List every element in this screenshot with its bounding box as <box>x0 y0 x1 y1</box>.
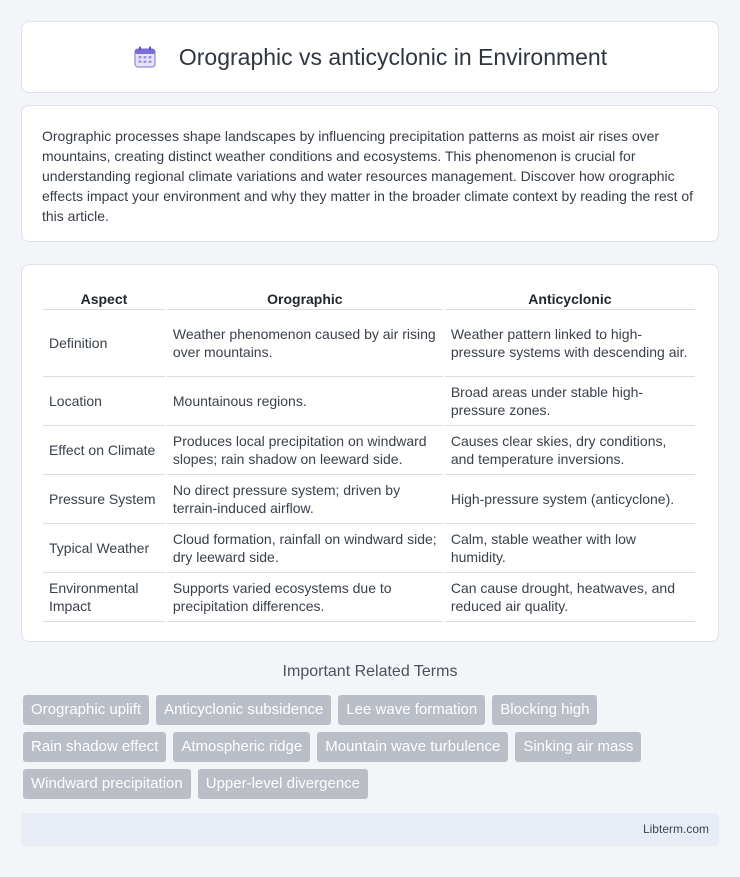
footer <box>21 813 719 846</box>
comparison-table <box>41 285 697 622</box>
related-term-tag[interactable]: Rain shadow effect <box>23 732 166 762</box>
cell-orographic: Weather phenomenon caused by air rising over mountains. <box>167 310 443 377</box>
cell-orographic: Produces local precipitation on windward slopes; rain shadow on leeward side. <box>167 426 443 475</box>
related-term-tag[interactable]: Lee wave formation <box>338 695 485 725</box>
header-anticyclonic: Anticyclonic <box>445 285 695 310</box>
title-card <box>21 21 719 93</box>
table-row <box>43 426 695 475</box>
related-terms-list <box>23 695 723 806</box>
cell-anticyclonic: Weather pattern linked to high-pressure systems with descending air. <box>445 310 695 377</box>
footer-brand-link[interactable]: Libterm.com <box>642 822 709 836</box>
page-title: Orographic vs anticyclonic in Environment <box>178 43 608 70</box>
header-aspect: Aspect <box>43 285 165 310</box>
cell-anticyclonic: Broad areas under stable high-pressure zones. <box>445 377 695 426</box>
related-term-tag[interactable]: Windward precipitation <box>23 769 191 799</box>
comparison-table-card <box>21 264 719 642</box>
cell-orographic: Cloud formation, rainfall on windward side; dry leeward side. <box>167 524 443 573</box>
related-term-tag[interactable]: Sinking air mass <box>515 732 641 762</box>
related-term-tag[interactable]: Anticyclonic subsidence <box>156 695 331 725</box>
related-term-tag[interactable]: Orographic uplift <box>23 695 149 725</box>
cell-anticyclonic: Can cause drought, heatwaves, and reduced air quality. <box>445 573 695 622</box>
intro-text: Orographic processes shape landscapes by influencing precipitation patterns as moist air rises over mountains, creating distinct weather conditions and ecosystems. This phenomenon is crucial for understanding regional climate variations and water resources management. Discover how orographic effects impact your environment and why they matter in the broader climate context by reading the rest of this article. <box>42 128 694 224</box>
table-row <box>43 475 695 524</box>
table-row <box>43 377 695 426</box>
related-term-tag[interactable]: Upper-level divergence <box>198 769 368 799</box>
table-row <box>43 524 695 573</box>
cell-orographic: No direct pressure system; driven by terrain-induced airflow. <box>167 475 443 524</box>
cell-aspect: Typical Weather <box>43 524 165 573</box>
cell-aspect: Location <box>43 377 165 426</box>
cell-orographic: Mountainous regions. <box>167 377 443 426</box>
cell-anticyclonic: High-pressure system (anticyclone). <box>445 475 695 524</box>
cell-aspect: Effect on Climate <box>43 426 165 475</box>
cell-orographic: Supports varied ecosystems due to precipitation differences. <box>167 573 443 622</box>
cell-anticyclonic: Causes clear skies, dry conditions, and temperature inversions. <box>445 426 695 475</box>
cell-aspect: Pressure System <box>43 475 165 524</box>
related-term-tag[interactable]: Mountain wave turbulence <box>317 732 508 762</box>
related-term-tag[interactable]: Atmospheric ridge <box>173 732 310 762</box>
related-term-tag[interactable]: Blocking high <box>492 695 597 725</box>
cell-anticyclonic: Calm, stable weather with low humidity. <box>445 524 695 573</box>
calendar-icon <box>133 45 157 69</box>
header-orographic: Orographic <box>167 285 443 310</box>
intro-card <box>21 105 719 242</box>
related-terms-title: Important Related Terms <box>282 663 458 680</box>
cell-aspect: Environmental Impact <box>43 573 165 622</box>
table-row <box>43 573 695 622</box>
table-header-row <box>43 285 695 310</box>
table-row <box>43 310 695 377</box>
cell-aspect: Definition <box>43 310 165 377</box>
